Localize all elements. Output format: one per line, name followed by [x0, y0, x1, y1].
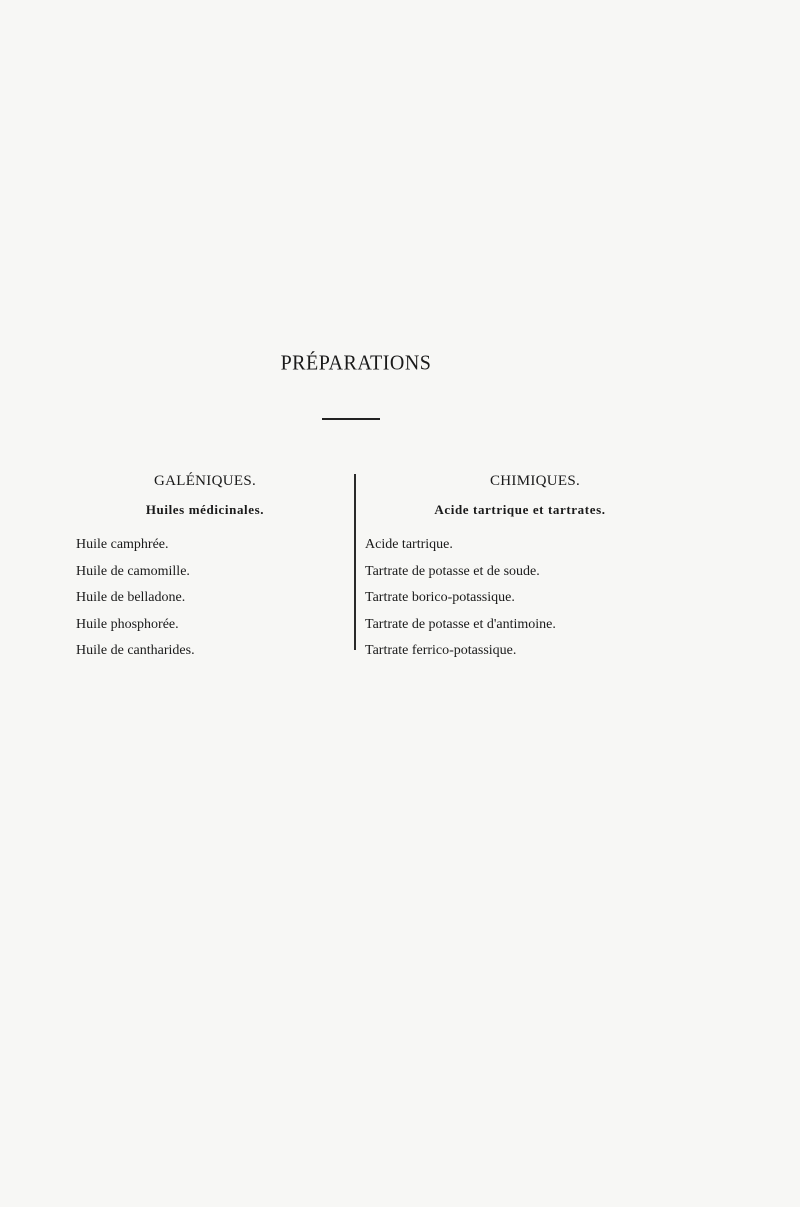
chimiques-heading: CHIMIQUES.: [490, 473, 581, 489]
list-item: Tartrate borico-potassique.: [365, 590, 515, 605]
chimiques-column: [360, 470, 650, 665]
list-item: Huile de camomille.: [76, 563, 190, 579]
galeniques-column: [60, 470, 350, 665]
list-item: Huile phosphorée.: [76, 616, 179, 632]
title-rule: [322, 418, 380, 420]
list-item: Tartrate de potasse et d'antimoine.: [365, 616, 556, 632]
list-item: Tartrate ferrico-potassique.: [365, 643, 517, 658]
galeniques-list: [60, 532, 350, 665]
page-title: PRÉPARATIONS: [280, 351, 432, 375]
list-item: Tartrate de potasse et de soude.: [365, 563, 540, 579]
chimiques-subheading: Acide tartrique et tartrates.: [434, 502, 606, 517]
galeniques-subheading: Huiles médicinales.: [145, 502, 265, 517]
column-divider: [354, 474, 356, 650]
list-item: Acide tartrique.: [365, 537, 453, 552]
galeniques-heading: GALÉNIQUES.: [153, 473, 257, 489]
chimiques-list: [360, 532, 650, 665]
list-item: Huile de cantharides.: [76, 643, 195, 658]
list-item: Huile de belladone.: [76, 590, 186, 605]
list-item: Huile camphrée.: [76, 537, 169, 552]
